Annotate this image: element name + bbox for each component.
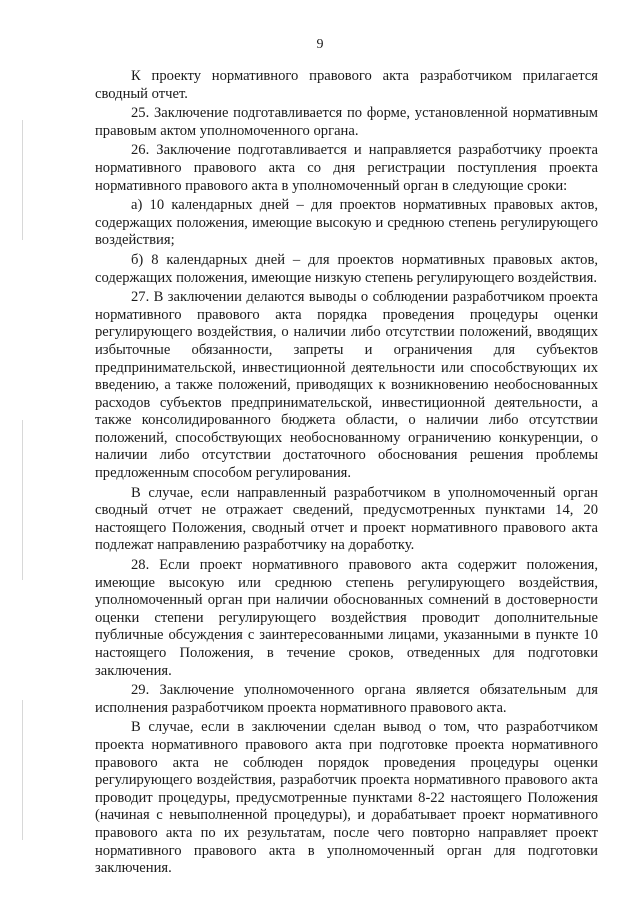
paragraph-26-b: б) 8 календарных дней – для проектов нормативных правовых актов, содержащих положения, имеющие низкую степень регулирующего воздействия. (95, 251, 598, 286)
paragraph-27-case: В случае, если направленный разработчиком в уполномоченный орган сводный отчет не отражает сведений, предусмотренных пунктами 14, 20 настоящего Положения, сводный отчет и проект нормативного правового акта подлежат направлению разработчику на доработку. (95, 484, 598, 554)
paragraph-26: 26. Заключение подготавливается и направляется разработчику проекта нормативного правового акта со дня регистрации поступления проекта нормативного правового акта в уполномоченный орган в следующие сроки: (95, 142, 598, 194)
page-number: 9 (316, 37, 324, 52)
scan-margin-mark (22, 120, 23, 240)
paragraph-intro: К проекту нормативного правового акта разработчиком прилагается сводный отчет. (95, 68, 598, 102)
paragraph-25: 25. Заключение подготавливается по форме, установленной нормативным правовым актом уполномоченного органа. (95, 105, 598, 139)
paragraph-27: 27. В заключении делаются выводы о соблюдении разработчиком проекта нормативного правового акта порядка проведения процедуры оценки регулирующего воздействия, о наличии либо отсутствии положений, вводящих избыточные обязанности, запреты и ограничения для субъектов предпринимательской, инвестиционной деятельности или способствующих их введению, а также положений, приводящих к возникновению необоснованных расходов субъектов предпринимательской, инвестиционной деятельности, а также консолидированного бюджета области, о наличии либо отсутствии положений, способствующих необоснованному ограничению конкуренции, о наличии либо отсутствии достаточного обоснования решения проблемы предложенным способом регулирования. (95, 289, 598, 482)
paragraph-26-a: а) 10 календарных дней – для проектов нормативных правовых актов, содержащих положения, имеющие высокую и среднюю степень регулирующего воздействия; (95, 197, 598, 249)
scan-margin-mark (22, 420, 23, 580)
document-body (95, 68, 598, 878)
paragraph-29-case: В случае, если в заключении сделан вывод о том, что разработчиком проекта нормативного правового акта при подготовке проекта нормативного правового акта не соблюден порядок проведения процедуры оценки регулирующего воздействия, разработчик проекта нормативного правового акта проводит процедуры, предусмотренные пунктами 8-22 настоящего Положения (начиная с невыполненной процедуры), и дорабатывает проект нормативного правового акта по их результатам, после чего повторно направляет проект нормативного правового акта в уполномоченный орган для подготовки заключения. (95, 719, 598, 877)
paragraph-29: 29. Заключение уполномоченного органа является обязательным для исполнения разработчиком проекта нормативного правового акта. (95, 682, 598, 716)
paragraph-28: 28. Если проект нормативного правового акта содержит положения, имеющие высокую или среднюю степень регулирующего воздействия, уполномоченный орган при наличии обоснованных сомнений в достоверности оценки степени регулирующего воздействия проводит дополнительные публичные обсуждения с заинтересованными лицами, указанными в пункте 10 настоящего Положения, в течение сроков, отведенных для подготовки заключения. (95, 557, 598, 679)
scan-margin-mark (22, 700, 23, 840)
